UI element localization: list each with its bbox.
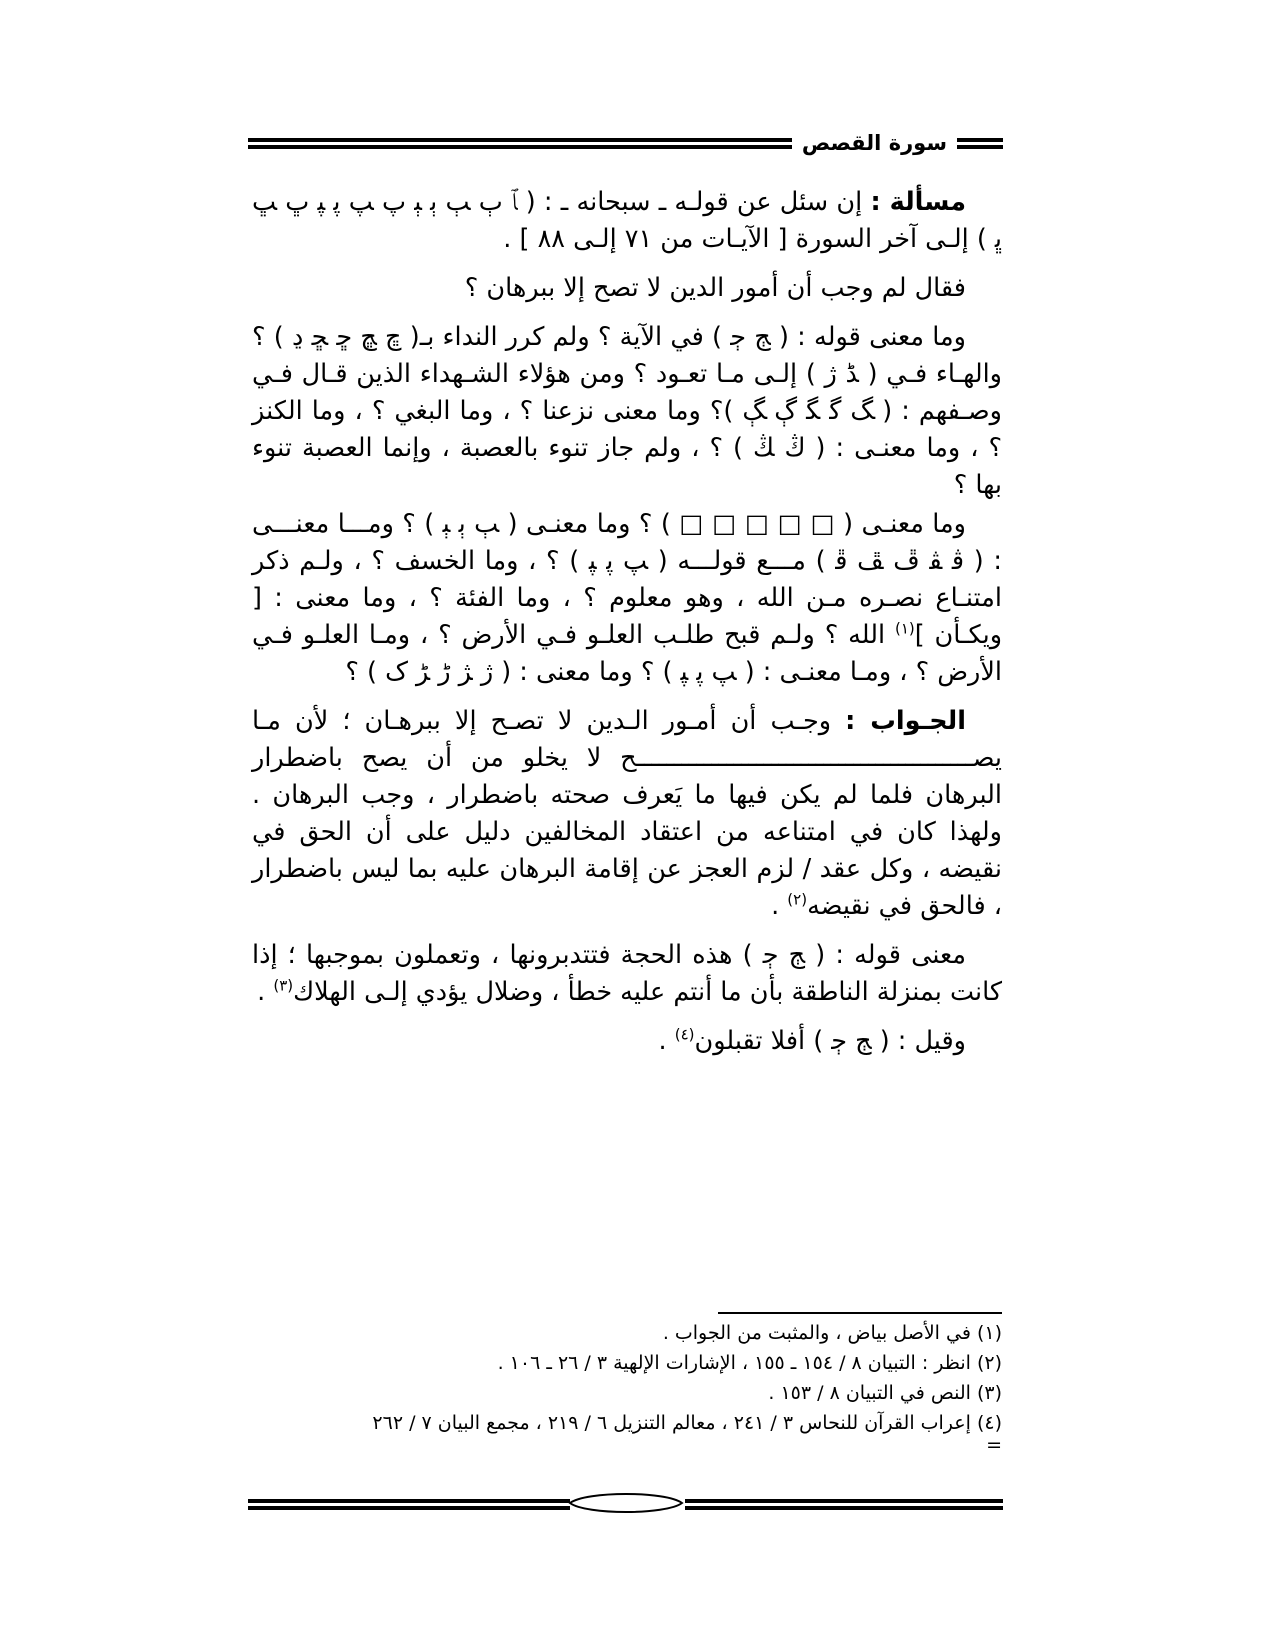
footnote-continuation-mark: = [986, 1434, 1002, 1456]
said-end: . [658, 1026, 667, 1056]
paragraph-1-text: فقال لم وجب أن أمور الدين لا تصح إلا ببرهان ؟ [464, 273, 966, 303]
main-text [252, 184, 1002, 1072]
footnote-3: (٣) النص في التبيان ٨ / ١٥٣ . [768, 1382, 1002, 1404]
footnote-separator [718, 1312, 1002, 1314]
footnote-4: (٤) إعراب القرآن للنحاس ٣ / ٢٤١ ، معالم التنزيل ٦ / ٢١٩ ، مجمع البيان ٧ / ٢٦٢ [372, 1412, 1002, 1434]
footnote-ref-2: (٢) [787, 890, 808, 909]
said-text: وقيل : ( ﭳ ﭴ ) أفلا تقبلون [694, 1026, 966, 1056]
paragraph-3-text-b: الله ؟ ولـم قبح طلـب العلـو فـي الأرض ؟ ، ومـا العلـو فـي الأرض ؟ ، ومـا معنـى : ( ﭗ ﭘ ﭙ ) ؟ وما معنى : ( ﮊ ﮋ ﮌ ﮍ ﮎ ) ؟ [252, 620, 1002, 687]
paragraph-3 [252, 506, 1002, 691]
footer-rule-right [685, 1499, 1003, 1510]
question-lead: مسألة : [870, 187, 966, 217]
meaning-end: . [257, 977, 266, 1007]
page-number-ornament [566, 1490, 686, 1516]
footnote-ref-4: (٤) [674, 1025, 695, 1044]
meaning-paragraph [252, 937, 1002, 1011]
footnote-ref-1: (١) [894, 619, 915, 638]
surah-title: سورة القصص [801, 131, 947, 155]
paragraph-2 [252, 319, 1002, 504]
header-rule-long [248, 138, 792, 149]
answer-text: وجـب أن أمـور الـدين لا تصـح إلا ببرهـان ؛ لأن مـا يصـــــــــــــــــــــــــــــــــــــــــــــح لا يخلو من أن يصح باضطرار البرهان فلما لم يكن فيها ما يَعرف صحته باضطرار ، وجب البرهان . ولهذا كان في امتناعه من اعتقاد المخالفين دليل على أن الحق في نقيضه ، وكل عقد / لزم العجز عن إقامة البرهان عليه بما ليس باضطرار ، فالحق في نقيضه [252, 706, 1002, 921]
answer-lead: الجـواب : [845, 706, 966, 736]
question-paragraph [252, 184, 1002, 258]
paragraph-3-text-a: وما معنـى ( □ □ □ □ □ ) ؟ وما معنـى ( ﭓ ﭔ ﭕ ) ؟ ومـــا معنـــى : ( ﭬ ﭭ ﭮ ﭯ ﭰ ) مـــع قولـــه ( ﭗ ﭘ ﭙ ) ؟ ، وما الخسف ؟ ، ولـم ذكر امتنـاع نصـره مـن الله ، وهو معلوم ؟ ، وما الفئة ؟ ، وما معنى : [ ويكـأن ] [252, 509, 1003, 650]
said-paragraph [252, 1023, 1002, 1060]
paragraph-2-text: وما معنى قوله : ( ﭳ ﭴ ) في الآية ؟ ولم كرر النداء بـ( ﭾ ﭿ ﮀ ﮁ ﮂ ) ؟ والهـاء فـي ( ﮉ ﮊ ) إلـى مـا تعـود ؟ ومن هؤلاء الشـهداء الذين قـال فـي وصـفهم : ( ﮓ ﮔ ﮕ ﮖ ﮗ )؟ وما معنى نزعنا ؟ ، وما البغي ؟ ، وما الكنز ؟ ، وما معنـى : ( ﯓ ﯔ ) ؟ ، ولم جاز تنوء بالعصبة ، وإنما العصبة تنوء بها ؟ [252, 322, 1002, 500]
footnote-ref-3: (٣) [273, 976, 294, 995]
page-footer [248, 1490, 1003, 1524]
header-rule-short [957, 138, 1003, 149]
running-header [248, 130, 1003, 156]
question-text: إن سئل عن قولـه ـ سبحانه ـ : ( ﭑ ﭒ ﭓ ﭔ ﭕ ﭖ ﭗ ﭘ ﭙ ﭚ ﭛ ﭜ ) إلـى آخر السورة [ الآيـات من ٧١ إلـى ٨٨ ] . [252, 187, 1002, 254]
footnotes [252, 1318, 1002, 1456]
meaning-text: معنى قوله : ( ﭳ ﭴ ) هذه الحجة فتتدبرونها ، وتعملون بموجبها ؛ إذا كانت بمنزلة الناطقة بأن ما أنتم عليه خطأ ، وضلال يؤدي إلـى الهلاك [252, 940, 1002, 1007]
paragraph-1 [252, 270, 1002, 307]
answer-end: . [771, 891, 780, 921]
footer-rule-left [248, 1499, 570, 1510]
footnote-2: (٢) انظر : التبيان ٨ / ١٥٤ ـ ١٥٥ ، الإشارات الإلهية ٣ / ٢٦ ـ ١٠٦ . [497, 1352, 1002, 1374]
footnote-1: (١) في الأصل بياض ، والمثبت من الجواب . [662, 1322, 1002, 1344]
answer-paragraph [252, 703, 1002, 925]
